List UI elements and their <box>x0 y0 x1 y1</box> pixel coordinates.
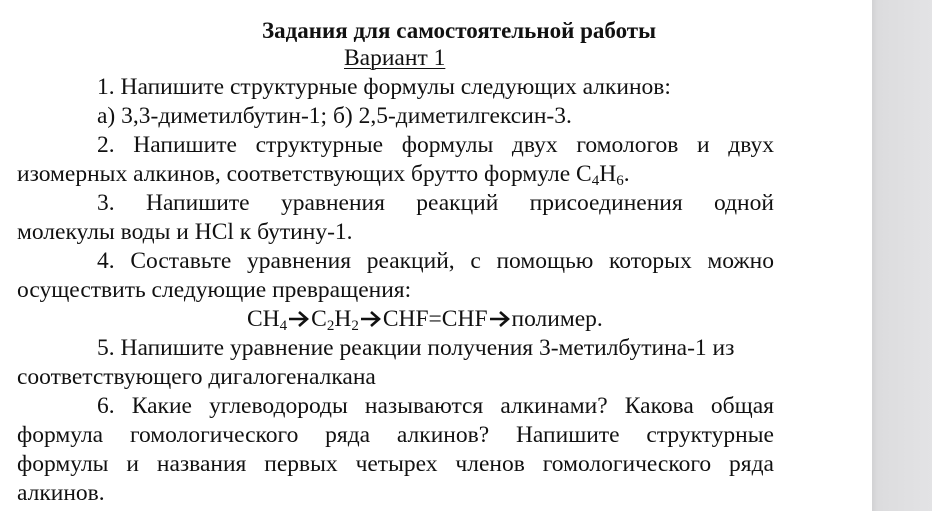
word: названия <box>156 451 247 477</box>
subscript-c: 4 <box>591 173 600 189</box>
word: реакций <box>416 190 499 216</box>
task1-line2: а) 3,3-диметилбутин-1; б) 2,5-диметилгексин-3. <box>97 103 572 129</box>
word: Какова <box>624 393 694 419</box>
acetylene-c: С <box>311 306 327 332</box>
task5-line1: 5. Напишите уравнение реакции получения 3-метилбутина-1 из <box>97 335 735 361</box>
variant-heading: Вариант 1 <box>344 45 446 71</box>
word: гомологического <box>542 451 712 477</box>
word: формулы <box>17 451 109 477</box>
word: алкинами? <box>500 393 608 419</box>
task3-line2: молекулы воды и НСl к бутину-1. <box>17 219 353 245</box>
subscript: 4 <box>279 318 288 334</box>
word: гомологов <box>576 132 679 158</box>
word: уравнения <box>280 190 385 216</box>
word: членов <box>455 451 525 477</box>
word: называются <box>364 393 484 419</box>
word: общая <box>710 393 774 419</box>
arrow-right-icon <box>288 309 310 329</box>
word: четырех <box>355 451 438 477</box>
word: Составьте <box>130 248 232 274</box>
word: 4. <box>97 248 115 274</box>
word: двух <box>728 132 774 158</box>
word: можно <box>707 248 774 274</box>
arrow-right-icon <box>360 309 382 329</box>
task6-line2 <box>17 421 774 449</box>
difluoroethene: СНF=СНF <box>382 306 488 332</box>
arrow-right-icon <box>489 309 511 329</box>
subscript: 2 <box>351 318 359 334</box>
formula-h: Н <box>599 161 617 187</box>
word: 2. <box>97 132 115 158</box>
word: структурные <box>255 132 384 158</box>
subscript-h: 6 <box>616 173 624 189</box>
word: Напишите <box>133 132 237 158</box>
word: формулы <box>401 132 494 158</box>
task3-line1 <box>97 189 774 217</box>
word: ряда <box>729 451 774 477</box>
word: Какие <box>131 393 192 419</box>
word: и <box>697 132 710 158</box>
word: реакций, <box>366 248 455 274</box>
acetylene-h: Н <box>334 306 352 332</box>
word: гомологического <box>129 422 299 448</box>
word: углеводороды <box>209 393 348 419</box>
task2-line1 <box>97 131 774 159</box>
reaction-scheme <box>247 305 603 333</box>
word: Напишите <box>145 190 250 216</box>
word: 3. <box>97 190 115 216</box>
page-gutter <box>872 0 932 511</box>
document-title: Задания для самостоятельной работы <box>262 18 657 43</box>
word: помощью <box>496 248 594 274</box>
word: структурные <box>646 422 774 448</box>
word: первых <box>264 451 338 477</box>
word: которых <box>609 248 692 274</box>
word: присоединения <box>529 190 683 216</box>
polymer: полимер. <box>511 306 603 332</box>
task6-line3 <box>17 450 774 478</box>
word: ряда <box>325 422 371 448</box>
task6-line4: алкинов. <box>17 480 105 506</box>
word: двух <box>511 132 558 158</box>
subscript: 2 <box>326 318 335 334</box>
task4-line2: осуществить следующие превращения: <box>17 277 412 303</box>
word: алкинов? <box>396 422 490 448</box>
word: с <box>470 248 481 274</box>
task4-line1 <box>97 247 774 275</box>
word: одной <box>714 190 774 216</box>
task1-line1: 1. Напишите структурные формулы следующих алкинов: <box>97 74 671 100</box>
methane: СН <box>247 306 280 332</box>
task6-line1 <box>97 392 774 420</box>
word: уравнения <box>247 248 352 274</box>
word: и <box>126 451 139 477</box>
word: Напишите <box>515 422 620 448</box>
task2-line2 <box>17 160 630 188</box>
task2-text: изомерных алкинов, соответствующих брутто формуле С <box>17 161 592 187</box>
word: формула <box>17 422 104 448</box>
word: 6. <box>97 393 115 419</box>
task5-line2: соответствующего дигалогеналкана <box>17 364 376 390</box>
period: . <box>623 161 630 187</box>
